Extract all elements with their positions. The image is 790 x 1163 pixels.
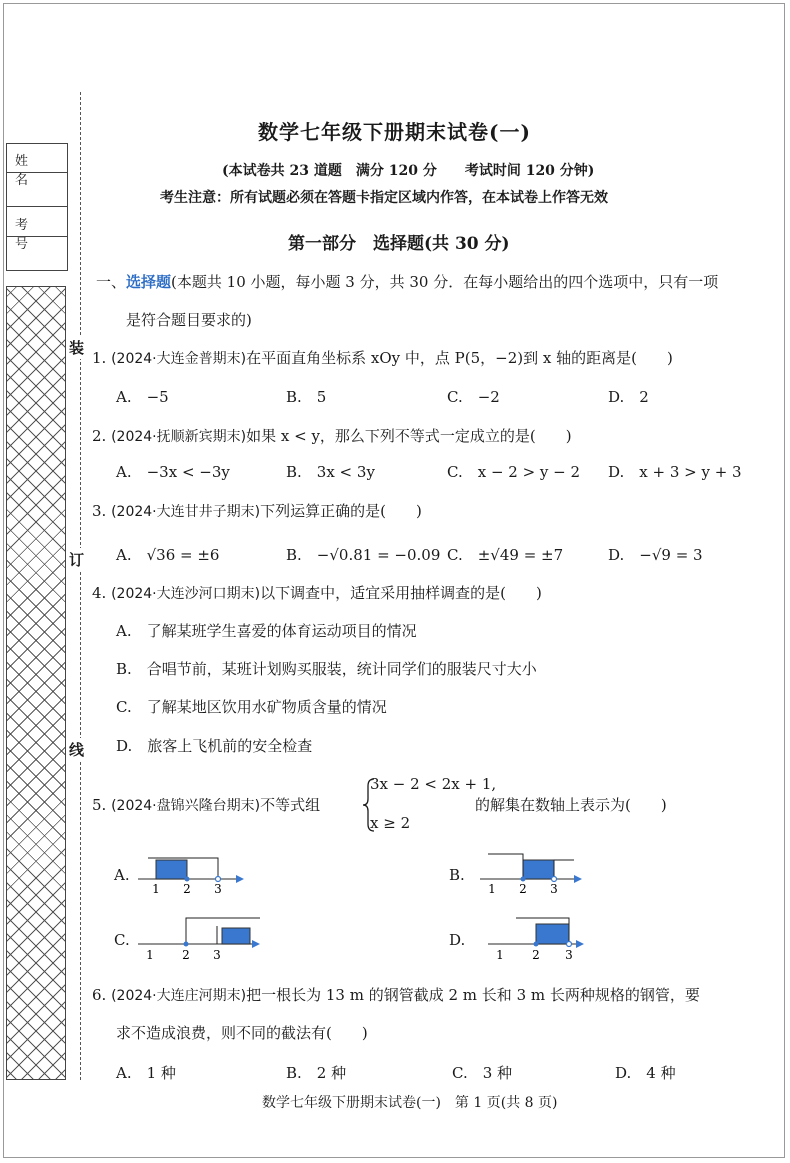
- tick-label: 3: [213, 948, 221, 962]
- tick-label: 3: [214, 882, 222, 896]
- question-source: (2024·盘锦兴隆台期末): [111, 798, 261, 814]
- question-number: 6.: [92, 986, 107, 1004]
- q4-option-d: D. 旅客上飞机前的安全检查: [116, 737, 313, 755]
- q5-option-d-label: D.: [449, 931, 466, 949]
- question-source: (2024·抚顺新宾期末): [111, 429, 247, 445]
- q2-option-a: A. −3x < −3y: [116, 463, 230, 481]
- tick-label: 1: [146, 948, 154, 962]
- numberline-option-a: [136, 850, 248, 896]
- q4-option-b: B. 合唱节前，某班计划购买服装，统计同学们的服装尺寸大小: [116, 660, 537, 678]
- exam-title: 数学七年级下册期末试卷(一): [258, 120, 531, 144]
- binding-dashed-line: [80, 92, 81, 1080]
- binding-mark-zhuang: 装: [69, 336, 84, 359]
- system-inequality-1: 3x − 2 < 2x + 1,: [370, 775, 497, 793]
- question-number: 1.: [92, 349, 107, 367]
- q3-option-b: B. −√0.81 = −0.09: [286, 546, 441, 564]
- q6-option-c: C. 3 种: [452, 1064, 513, 1082]
- part-name: 选择题: [126, 273, 172, 291]
- q4-option-c: C. 了解某地区饮用水矿物质含量的情况: [116, 698, 387, 716]
- part-description: (本题共 10 小题，每小题 3 分，共 30 分．在每小题给出的四个选项中，只有一项: [171, 273, 719, 291]
- question-number: 5.: [92, 796, 107, 814]
- tick-label: 2: [519, 882, 527, 896]
- q2-option-c: C. x − 2 > y − 2: [447, 463, 581, 481]
- q2-option-b: B. 3x < 3y: [286, 463, 375, 481]
- question-source: (2024·大连庄河期末): [111, 988, 247, 1004]
- q4-option-a: A. 了解某班学生喜爱的体育运动项目的情况: [116, 622, 417, 640]
- question-stem: 如果 x < y，那么下列不等式一定成立的是( ): [246, 427, 572, 445]
- question-source: (2024·大连金普期末): [111, 351, 247, 367]
- q1-option-c: C. −2: [447, 388, 500, 406]
- question-stem-post: 的解集在数轴上表示为( ): [475, 796, 667, 814]
- q1-option-b: B. 5: [286, 388, 327, 406]
- question-source: (2024·大连沙河口期末): [111, 586, 261, 602]
- binding-mark-xian: 线: [69, 738, 84, 761]
- question-stem: 把一根长为 13 m 的钢管截成 2 m 长和 3 m 长两种规格的钢管，要: [246, 986, 700, 1004]
- q1-option-a: A. −5: [116, 388, 169, 406]
- question-5: [92, 794, 320, 815]
- numberline-option-c: [136, 912, 264, 962]
- question-1: [92, 347, 673, 368]
- question-number: 4.: [92, 584, 107, 602]
- info-divider: [7, 172, 67, 173]
- question-stem-pre: 不等式组: [260, 796, 321, 814]
- question-4: [92, 582, 542, 603]
- q6-option-d: D. 4 种: [615, 1064, 676, 1082]
- system-inequality-2: x ≥ 2: [370, 814, 411, 832]
- info-divider: [7, 236, 67, 237]
- part-prefix: 一、: [96, 273, 127, 291]
- part-description-line2: 是符合题目要求的): [126, 311, 252, 329]
- tick-label: 3: [550, 882, 558, 896]
- q6-option-a: A. 1 种: [116, 1064, 176, 1082]
- binding-mark-ding: 订: [69, 548, 84, 571]
- page-footer: 数学七年级下册期末试卷(一) 第 1 页(共 8 页): [262, 1095, 558, 1111]
- question-source: (2024·大连甘井子期末): [111, 504, 261, 520]
- tick-label: 1: [152, 882, 160, 896]
- exam-notice: 考生注意：所有试题必须在答题卡指定区域内作答，在本试卷上作答无效: [160, 190, 608, 206]
- q3-option-a: A. √36 = ±6: [116, 546, 220, 564]
- section-title: 第一部分 选择题(共 30 分): [288, 234, 510, 254]
- question-stem: 下列运算正确的是( ): [260, 502, 422, 520]
- info-divider: [7, 206, 67, 207]
- question-6-line2: 求不造成浪费，则不同的截法有( ): [116, 1024, 368, 1042]
- tick-label: 2: [182, 948, 190, 962]
- tick-label: 1: [488, 882, 496, 896]
- q5-option-b-label: B.: [449, 866, 465, 884]
- tick-label: 2: [183, 882, 191, 896]
- question-stem: 以下调查中，适宜采用抽样调查的是( ): [260, 584, 542, 602]
- exam-subtitle: (本试卷共 23 道题 满分 120 分 考试时间 120 分钟): [222, 163, 595, 179]
- question-stem: 在平面直角坐标系 xOy 中，点 P(5，−2)到 x 轴的距离是( ): [246, 349, 673, 367]
- name-label: 姓 名: [15, 154, 37, 188]
- numberline-option-b: [478, 850, 590, 896]
- question-number: 3.: [92, 502, 107, 520]
- q6-option-b: B. 2 种: [286, 1064, 347, 1082]
- tick-label: 1: [496, 948, 504, 962]
- q5-option-c-label: C.: [114, 931, 130, 949]
- tick-label: 2: [532, 948, 540, 962]
- question-2: [92, 425, 572, 446]
- q5-option-a-label: A.: [114, 866, 130, 884]
- tick-label: 3: [565, 948, 573, 962]
- numberline-option-d: [486, 912, 590, 962]
- q3-option-d: D. −√9 = 3: [608, 546, 703, 564]
- question-6: [92, 984, 700, 1005]
- q2-option-d: D. x + 3 > y + 3: [608, 463, 742, 481]
- question-number: 2.: [92, 427, 107, 445]
- student-info-box: [6, 143, 68, 271]
- question-3: [92, 500, 422, 521]
- part-heading: [96, 271, 718, 292]
- exam-number-label: 考 号: [15, 218, 37, 252]
- q3-option-c: C. ±√49 = ±7: [447, 546, 564, 564]
- q1-option-d: D. 2: [608, 388, 649, 406]
- hatched-binding-strip: [6, 286, 66, 1080]
